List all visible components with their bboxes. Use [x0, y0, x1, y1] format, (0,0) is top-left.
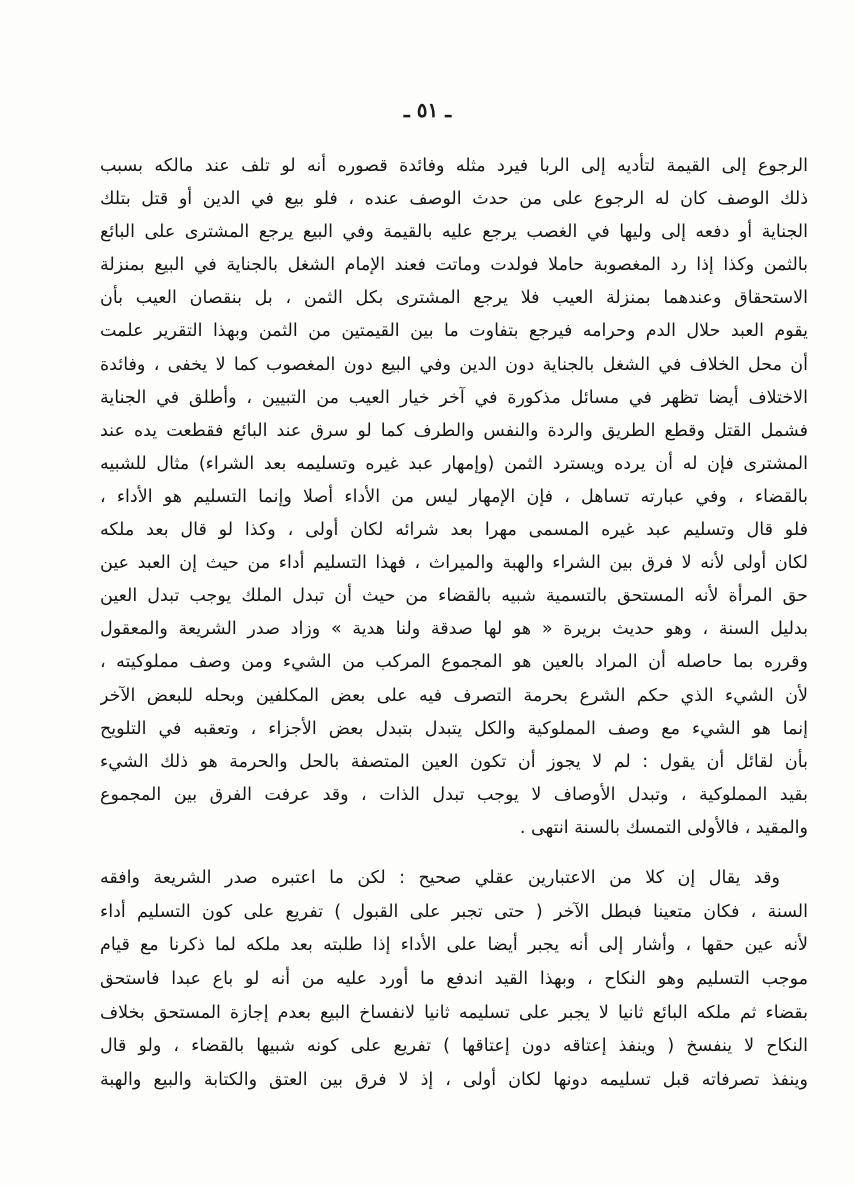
- text-line: حق المرأة لأنه المستحق بالتسمية شبيه بالقضاء من حيث أن تبدل الملك يوجب تبدل العين: [100, 586, 808, 607]
- text-line: الرجوع إلى القيمة لتأديه إلى الربا فيرد مثله وفائدة قصوره أنه لو تلف عند مالكه بسبب: [100, 156, 808, 176]
- text-line: لأنه عين حقها ، وأشار إلى أنه يجبر أيضا على الأداء إذا طلبته بعد ملكه لما ذكرنا مع قيام: [100, 935, 808, 956]
- paragraph-1: [100, 150, 808, 845]
- text-line: وقد يقال إن كلا من الاعتبارين عقلي صحيح : لكن ما اعتبره صدر الشريعة وافقه: [100, 868, 780, 888]
- text-line: موجب التسليم وهو النكاح ، وبهذا القيد اندفع ما أورد عليه من أنه لو باع عبدا فاستحق: [100, 969, 808, 990]
- text-line: بدليل السنة ، وهو حديث بريرة « هو لها صدقة ولنا هدية » وزاد صدر الشريعة والمعقول: [100, 619, 808, 640]
- text-line: الاختلاف أيضا تظهر في مسائل مذكورة في آخر خيار العيب من التبيين ، وأطلق في الجناية: [100, 387, 808, 408]
- page-number: ـ ٥١ ـ: [403, 98, 452, 122]
- text-line: فشمل القتل وقطع الطريق والردة والنفس والطرف كما لو سرق عند البائع فقطعت يده عند: [100, 420, 808, 441]
- text-line: وينفذ تصرفاته قبل تسليمه دونها لكان أولى ، إذ لا فرق بين العتق والكتابة والبيع والهبة: [100, 1070, 808, 1091]
- text-line: بأن لقائل أن يقول : لم لا يجوز أن تكون العين المتصفة بالحل والحرمة هو ذلك الشيء: [100, 751, 808, 772]
- text-line: بقضاء ثم ملكه البائع ثانيا لا يجبر على تسليمه ثانيا لانفساخ البيع بعدم إجازة المستحق بخلاف: [100, 1002, 808, 1023]
- text-line: بالقضاء ، وفي عبارته تساهل ، فإن الإمهار ليس من الأداء أصلا وإنما التسليم هو الأداء ،: [100, 486, 808, 507]
- text-line: النكاح لا ينفسخ ( وينفذ إعتاقه دون إعتاقها ) تفريع على كونه شبيها بالقضاء ، ولو قال: [100, 1036, 808, 1057]
- text-line: السنة ، فكان متعينا فبطل الآخر ( حتى تجبر على القبول ) تفريع على كون التسليم أداء: [100, 901, 808, 922]
- text-line: لأن الشيء الذي حكم الشرع بحرمة التصرف فيه على بعض المكلفين وبحله للبعض الآخر: [100, 685, 808, 706]
- text-line: يقوم العبد حلال الدم وحرامه فيرجع بتفاوت ما بين القيمتين من الثمن وبهذا التقرير علمت: [100, 321, 808, 342]
- text-line: والمقيد ، فالأولى التمسك بالسنة انتهى .: [519, 817, 808, 838]
- text-line: الجناية أو دفعه إلى وليها في الغصب يرجع عليه بالقيمة وفي البيع يرجع المشترى على البائع: [100, 222, 808, 243]
- text-line: وقرره بما حاصله أن المراد بالعين هو المجموع المركب من الشيء ومن وصف مملوكيته ،: [100, 652, 808, 673]
- text-line: بقيد المملوكية ، وتبدل الأوصاف لا يوجب تبدل الذات ، وقد عرفت الفرق بين المجموع: [100, 784, 808, 805]
- text-line: إنما هو الشيء مع وصف المملوكية والكل يتبدل بتبدل بعض الأجزاء ، وتعقبه في التلويح: [100, 718, 808, 739]
- text-line: الاستحقاق وعندهما بمنزلة العيب فلا يرجع المشترى بكل الثمن ، بل بنقصان العيب بأن: [100, 288, 808, 309]
- text-line: المشترى فإن له أن يرده ويسترد الثمن (وإمهار عبد غيره وتسليمه بعد الشراء) مثال للشبيه: [100, 453, 808, 474]
- text-line: بالثمن وكذا إذا رد المغصوبة حاملا فولدت وماتت فعند الإمام الشغل بالجناية في البيع بمنزلة: [100, 255, 808, 276]
- text-line: أن محل الخلاف في الشغل بالجناية دون الدين وفي البيع دون المغصوب كما لا يخفى ، وفائدة: [100, 354, 808, 375]
- text-line: لكان أولى لأنه لا فرق بين الشراء والهبة والميراث ، فهذا التسليم أداء من حيث إن العبد عين: [100, 553, 808, 574]
- paragraph-2: [100, 862, 808, 1098]
- text-line: ذلك الوصف كان له الرجوع على من حدث الوصف عنده ، فلو بيع في الدين أو قتل بتلك: [100, 189, 808, 210]
- text-line: فلو قال وتسليم عبد غيره المسمى مهرا بعد شرائه لكان أولى ، وكذا لو قال بعد ملكه: [100, 520, 808, 541]
